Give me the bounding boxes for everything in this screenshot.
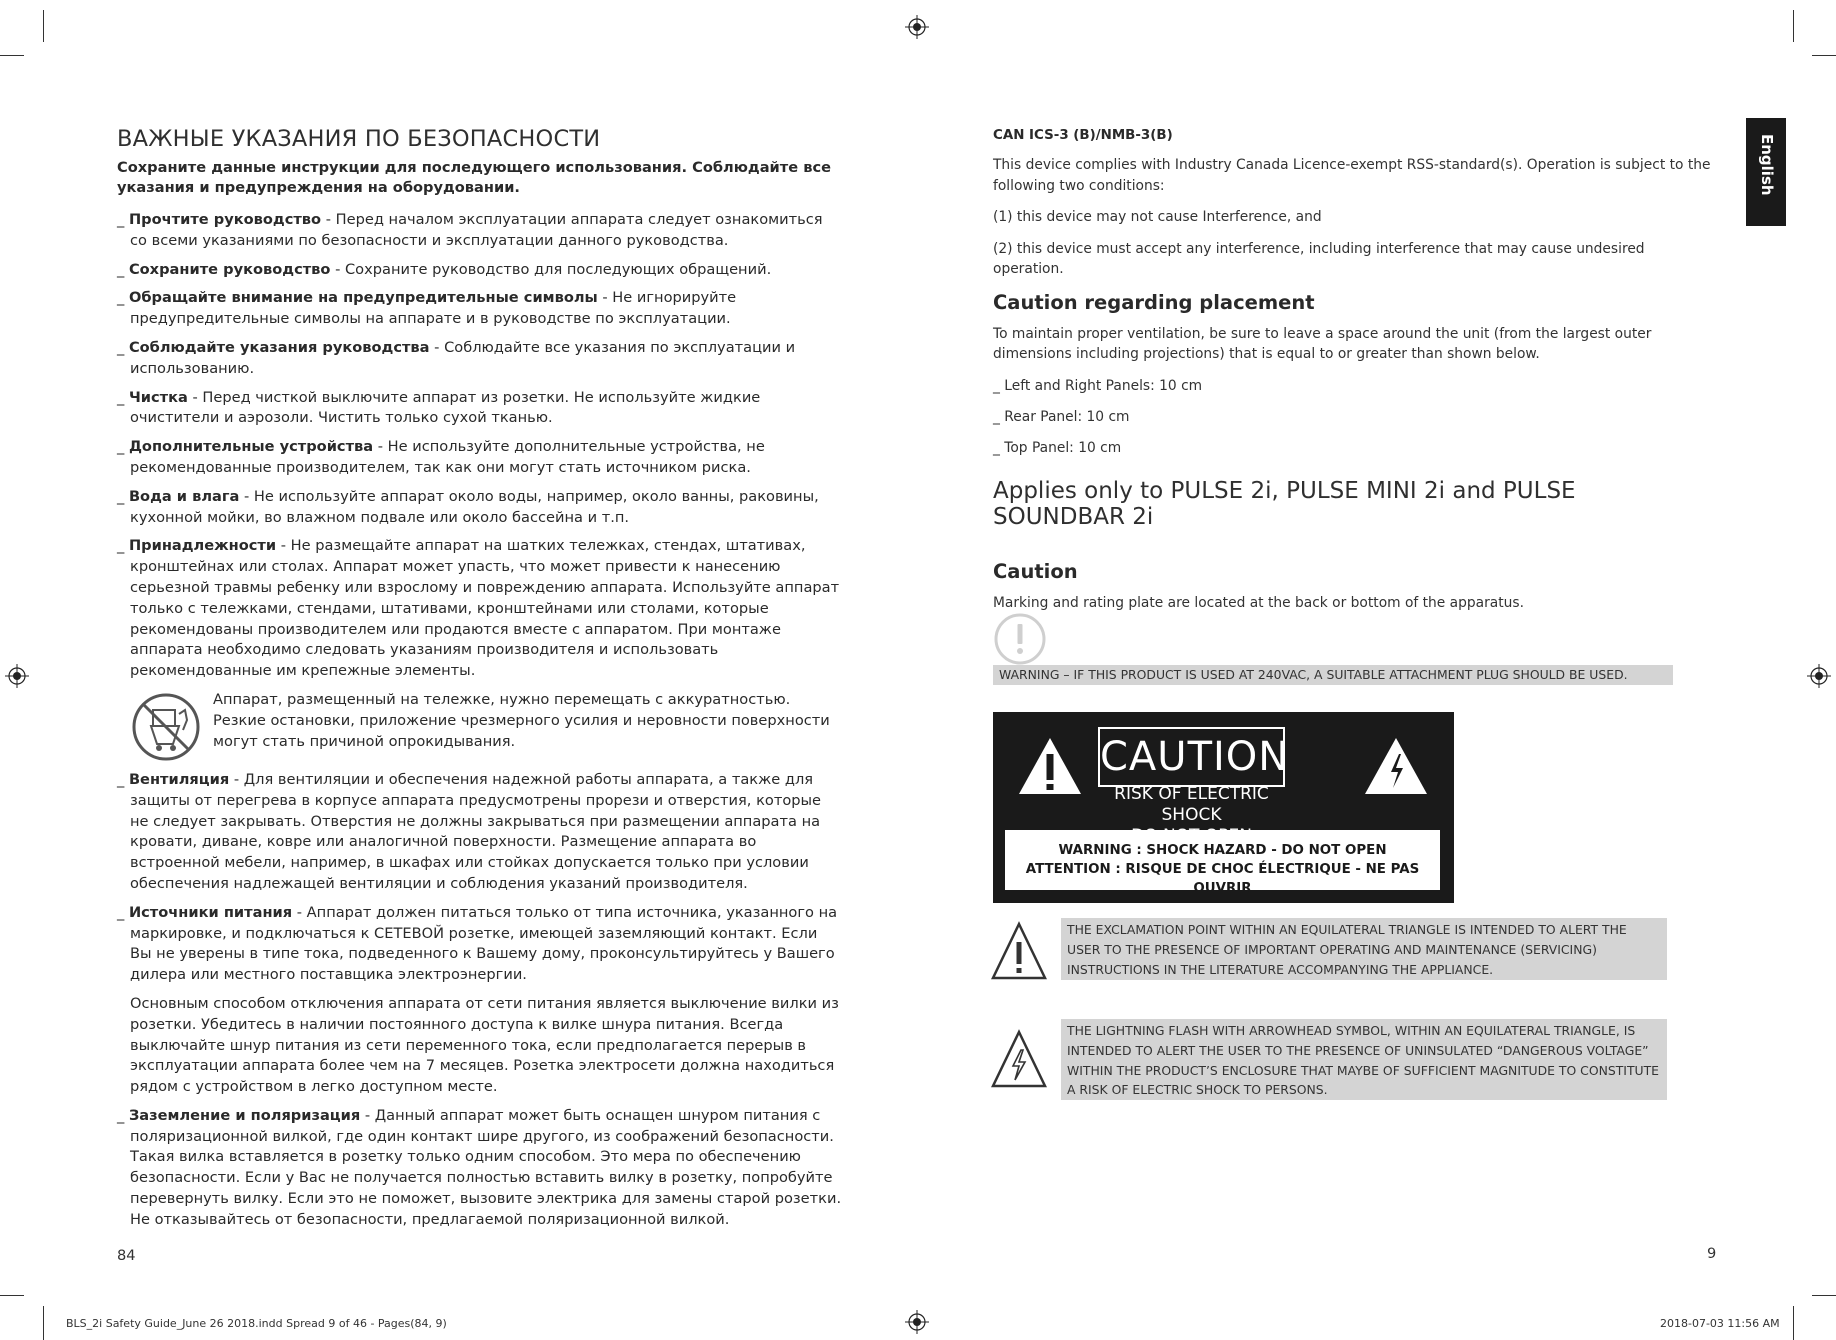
caution-heading: Caution <box>993 559 1078 583</box>
can-heading: CAN ICS-3 (B)/NMB-3(B) <box>993 128 1173 143</box>
crop-mark <box>1793 1306 1794 1340</box>
crop-mark <box>43 1306 44 1340</box>
language-tab <box>1746 118 1786 226</box>
registration-mark-icon <box>905 15 929 39</box>
intro-text: Сохраните данные инструкции для последующего использования. Соблюдайте все указания и предупреждения на оборудовании. <box>117 159 831 196</box>
crop-mark <box>0 55 24 56</box>
slug-file-info: BLS_2i Safety Guide_June 26 2018.indd Spread 9 of 46 - Pages(84, 9) <box>66 1317 447 1330</box>
clearance-item: _ Rear Panel: 10 cm <box>993 408 1130 425</box>
can-text: This device complies with Industry Canada Licence-exempt RSS-standard(s). Operation is subject to the following two conditions: <box>993 157 1711 194</box>
page-number-right: 9 <box>1707 1245 1717 1262</box>
cart-tip-over-warning-icon <box>129 692 203 762</box>
registration-mark-icon <box>5 664 29 688</box>
cart-warning <box>117 690 842 762</box>
list-item: _ Вентиляция - Для вентиляции и обеспечения надежной работы аппарата, а также для защиты от перегрева в корпусе аппарата предусмотрены прорези и отверстия, которые не следует закрывать. Отверстия не должны закрываться при размещении аппарата на кровати, диване, ковре или аналогичной поверхности. Размещение аппарата во встроенной мебели, например, в шкафах или стойках допускается только при условии обеспечения надлежащей вентиляции и соблюдения указаний производителя. <box>117 770 822 892</box>
applies-heading: Applies only to PULSE 2i, PULSE MINI 2i and PULSE SOUNDBAR 2i <box>993 477 1576 530</box>
clearance-item: _ Left and Right Panels: 10 cm <box>993 377 1203 394</box>
exclamation-note: THE EXCLAMATION POINT WITHIN AN EQUILATERAL TRIANGLE IS INTENDED TO ALERT THE USER TO THE PRESENCE OF IMPORTANT OPERATING AND MAINTENANCE (SERVICING) INSTRUCTIONS IN THE LITERATURE ACCOMPANYING THE APPLIANCE. <box>1061 918 1667 980</box>
caution-risk-text: RISK OF ELECTRIC SHOCK <box>1114 784 1269 825</box>
cart-warning-text: Аппарат, размещенный на тележке, нужно перемещать с аккуратностью. Резкие остановки, приложение чрезмерного усилия и неровности поверхности могут стать причиной опрокидывания. <box>213 690 830 750</box>
condition-2: (2) this device must accept any interference, including interference that may cause undesired operation. <box>993 240 1645 277</box>
lightning-note: THE LIGHTNING FLASH WITH ARROWHEAD SYMBOL, WITHIN AN EQUILATERAL TRIANGLE, IS INTENDED TO ALERT THE USER TO THE PRESENCE OF UNINSULATED “DANGEROUS VOLTAGE” WITHIN THE PRODUCT’S ENCLOSURE THAT MAYBE OF SUFFICIENT MAGNITUDE TO CONSTITUTE A RISK OF ELECTRIC SHOCK TO PERSONS. <box>1061 1019 1667 1100</box>
list-item: _ Заземление и поляризация - Данный аппарат может быть оснащен шнуром питания с поляризационной вилкой, где один контакт шире другого, из соображений безопасности. Такая вилка вставляется в розетку только одним способом. Это мера по обеспечению безопасности. Если у Вас не получается полностью вставить вилку в розетку, попробуйте перевернуть вилку. Если это не поможет, вызовите электрика для замены старой розетки. Не отказывайтесь от безопасности, предлагаемой поляризационной вилкой. <box>117 1106 842 1228</box>
crop-mark <box>1812 1295 1836 1296</box>
placement-heading: Caution regarding placement <box>993 290 1315 314</box>
list-item: _ Принадлежности - Не размещайте аппарат на шатких тележках, стендах, штативах, кронштейнах или столах. Аппарат может упасть, что может привести к нанесению серьезной травмы ребенку или взрослому и повреждению аппарата. Используйте аппарат только с тележками, стендами, штативами, кронштейнами или столами, которые рекомендованы производителем или продаются вместе с аппаратом. При монтаже аппарата необходимо следовать указаниям производителя и использовать рекомендованные им крепежные элементы. <box>117 537 840 680</box>
page-number-left: 84 <box>117 1247 136 1264</box>
list-item: _ Вода и влага - Не используйте аппарат около воды, например, около ванны, раковины, кухонной мойки, во влажном подвале или около бассейна и т.п. <box>117 487 819 526</box>
list-item: _ Дополнительные устройства - Не используйте дополнительные устройства, не рекомендованные производителем, так как они могут стать источником риска. <box>117 438 765 476</box>
list-item: _ Сохраните руководство - Сохраните руководство для последующих обращений. <box>117 260 772 278</box>
crop-mark <box>1812 55 1836 56</box>
list-item: _ Соблюдайте указания руководства - Соблюдайте все указания по эксплуатации и использованию. <box>117 338 796 377</box>
warning-french: ATTENTION : RISQUE DE CHOC ÉLECTRIQUE - NE PAS OUVRIR <box>1025 862 1420 896</box>
left-page <box>117 126 842 1239</box>
caution-title: CAUTION <box>1098 727 1285 787</box>
lightning-warning-icon <box>990 1028 1048 1090</box>
crop-mark <box>0 1295 24 1296</box>
exclamation-triangle-icon <box>990 920 1048 982</box>
registration-mark-icon <box>905 1310 929 1334</box>
caution-text: Marking and rating plate are located at the back or bottom of the apparatus. <box>993 594 1524 611</box>
registration-mark-icon <box>1807 664 1831 688</box>
safety-list-continued <box>117 770 842 1231</box>
crop-mark <box>43 10 44 42</box>
placement-text: To maintain proper ventilation, be sure to leave a space around the unit (from the largest outer dimensions including projections) that is equal to or greater than shown below. <box>993 325 1652 362</box>
list-item: _ Источники питания - Аппарат должен питаться только от типа источника, указанного на маркировке, и подключаться к СЕТЕВОЙ розетке, имеющей заземляющий контакт. Если Вы не уверены в типе тока, подведенного к Вашему дому, проконсультируйтесь у Вашего дилера или местного поставщика электроэнергии. <box>117 903 838 984</box>
warning-bar: WARNING – IF THIS PRODUCT IS USED AT 240VAC, A SUITABLE ATTACHMENT PLUG SHOULD BE USED. <box>993 665 1673 685</box>
warning-triangle-icon <box>1017 736 1083 796</box>
lightning-triangle-icon <box>1363 736 1429 796</box>
list-item: _ Чистка - Перед чисткой выключите аппарат из розетки. Не используйте жидкие очистители и аэрозоли. Чистить только сухой тканью. <box>117 388 761 427</box>
slug-timestamp: 2018-07-03 11:56 AM <box>1660 1317 1780 1330</box>
language-tab-label: English <box>1758 134 1776 196</box>
list-item: _ Обращайте внимание на предупредительные символы - Не игнорируйте предупредительные символы на аппарате и в руководстве по эксплуатации. <box>117 289 737 328</box>
power-disconnect-note: Основным способом отключения аппарата от сети питания является выключение вилки из розетки. Убедитесь в наличии постоянного доступа к вилке шнура питания. Всегда выключайте шнур питания из сети переменного тока, если предполагается перерыв в эксплуатации аппарата более чем на 7 месяцев. Розетка электросети должна находиться рядом с устройством в легко доступном месте. <box>130 994 839 1096</box>
right-page <box>993 128 1713 624</box>
caution-label <box>993 712 1454 903</box>
exclamation-circle-icon <box>993 612 1047 666</box>
condition-1: (1) this device may not cause Interference, and <box>993 209 1322 225</box>
caution-warning-strip <box>1005 830 1440 896</box>
warning-english: WARNING : SHOCK HAZARD - DO NOT OPEN <box>1058 843 1387 858</box>
list-item: _ Прочтите руководство - Перед началом эксплуатации аппарата следует ознакомиться со всеми указаниями по безопасности и эксплуатации данного руководства. <box>117 211 823 249</box>
crop-mark <box>1793 10 1794 42</box>
clearance-item: _ Top Panel: 10 cm <box>993 439 1122 456</box>
page-title: ВАЖНЫЕ УКАЗАНИЯ ПО БЕЗОПАСНОСТИ <box>117 126 601 152</box>
safety-list <box>117 210 842 682</box>
